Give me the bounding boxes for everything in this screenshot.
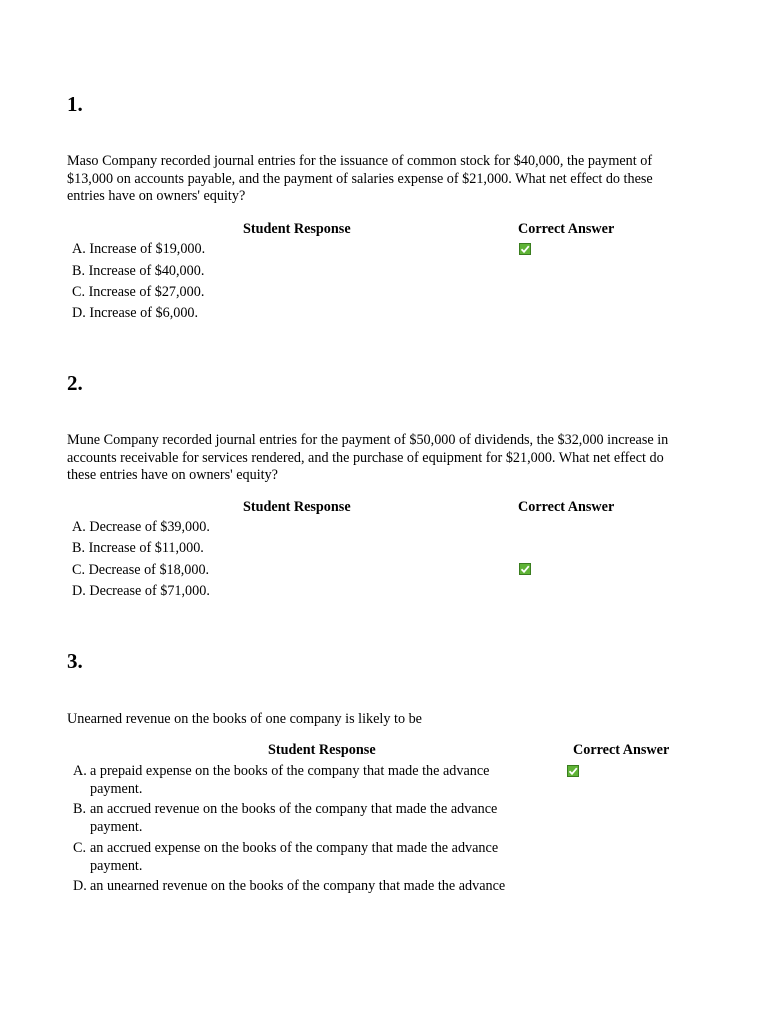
- choice-letter: C.: [72, 284, 86, 300]
- choice-text-line1: a prepaid expense on the books of the company that made the advance: [90, 763, 490, 779]
- choice-text-line2: payment.: [90, 858, 143, 874]
- choice-text-line1: an accrued expense on the books of the company that made the advance: [90, 840, 499, 856]
- choice-letter: B.: [73, 801, 87, 817]
- choice-text: Decrease of $71,000.: [89, 583, 210, 599]
- q3-choice-a: [73, 762, 543, 798]
- choice-text: Increase of $19,000.: [89, 241, 206, 257]
- q1-choice-a: [72, 240, 205, 258]
- q3-choice-d: [73, 877, 543, 895]
- choice-text-line1: an unearned revenue on the books of the company that made the advance: [90, 878, 506, 894]
- question-2-number: 2.: [67, 371, 83, 395]
- q3-student-response-header: Student Response: [268, 742, 376, 758]
- choice-letter: A.: [72, 519, 86, 535]
- q1-choice-b: [72, 262, 204, 280]
- choice-text-line2: payment.: [90, 781, 143, 797]
- choice-letter: B.: [72, 263, 86, 279]
- choice-text: Decrease of $18,000.: [88, 562, 210, 578]
- q2-choice-a: [72, 518, 210, 536]
- choice-text-line2: payment.: [90, 819, 143, 835]
- choice-letter: A.: [73, 763, 87, 779]
- q3-choice-c: [73, 839, 543, 875]
- q2-correct-answer-header: Correct Answer: [518, 499, 615, 515]
- choice-letter: C.: [72, 562, 86, 578]
- checkmark-icon: [519, 563, 531, 575]
- q2-choice-b: [72, 539, 204, 557]
- q3-correct-answer-header: Correct Answer: [573, 742, 670, 758]
- q2-student-response-header: Student Response: [243, 499, 351, 515]
- question-3-number: 3.: [67, 649, 83, 673]
- choice-letter: B.: [72, 540, 86, 556]
- q2-choice-d: [72, 582, 210, 600]
- q1-correct-answer-header: Correct Answer: [518, 221, 615, 237]
- question-1-number: 1.: [67, 92, 83, 116]
- q1-choice-d: [72, 304, 198, 322]
- q1-choice-c: [72, 283, 204, 301]
- choice-text: Decrease of $39,000.: [89, 519, 210, 535]
- choice-letter: D.: [72, 583, 86, 599]
- q2-choice-c: [72, 561, 209, 579]
- question-2-text: Mune Company recorded journal entries for the payment of $50,000 of dividends, the $32,000 increase in accounts receivable for services rendered, and the purchase of equipment for $21,000. What net effect do these entries have on owners' equity?: [67, 432, 669, 484]
- q1-student-response-header: Student Response: [243, 221, 351, 237]
- choice-letter: D.: [72, 305, 86, 321]
- choice-letter: C.: [73, 840, 87, 856]
- choice-text: Increase of $6,000.: [89, 305, 199, 321]
- question-3-text: Unearned revenue on the books of one company is likely to be: [67, 711, 422, 727]
- choice-letter: D.: [73, 878, 87, 894]
- checkmark-icon: [519, 243, 531, 255]
- checkmark-icon: [567, 765, 579, 777]
- choice-text: Increase of $11,000.: [88, 540, 204, 556]
- choice-text: Increase of $27,000.: [88, 284, 205, 300]
- choice-text: Increase of $40,000.: [88, 263, 205, 279]
- choice-letter: A.: [72, 241, 86, 257]
- q3-choice-b: [73, 800, 543, 836]
- choice-text-line1: an accrued revenue on the books of the company that made the advance: [90, 801, 498, 817]
- question-1-text: Maso Company recorded journal entries for the issuance of common stock for $40,000, the payment of $13,000 on accounts payable, and the payment of salaries expense of $21,000. What net effect do these entries have on owners' equity?: [67, 153, 653, 205]
